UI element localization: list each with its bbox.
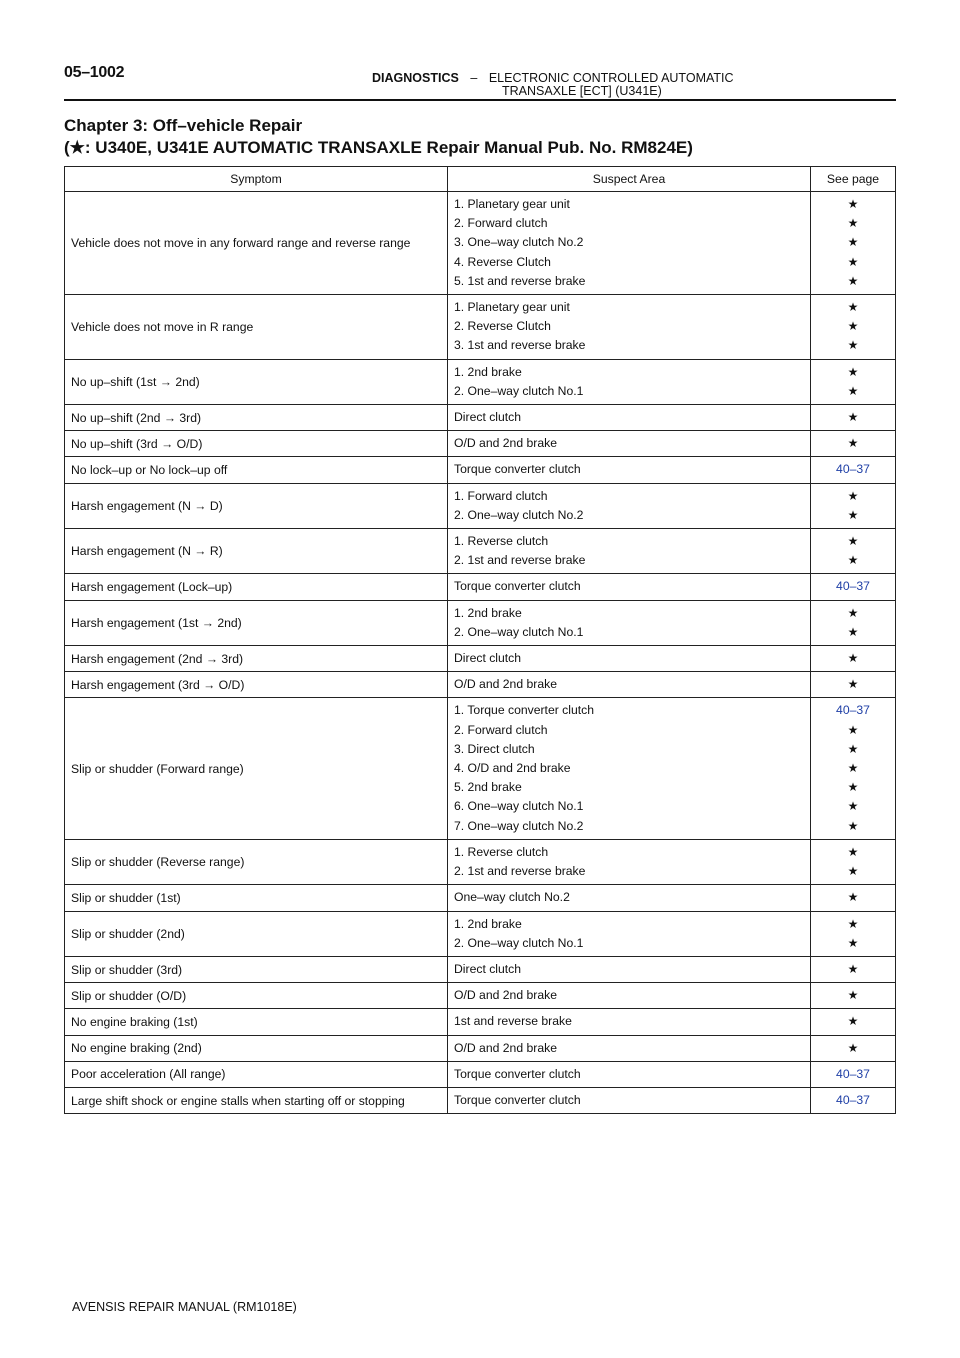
star-reference-icon: ★ [847,916,859,931]
table-row [65,600,896,645]
star-reference-icon: ★ [847,935,859,950]
star-reference-icon: ★ [847,488,859,503]
header-title-line2: TRANSAXLE [ECT] (U341E) [502,84,662,98]
star-reference-icon: ★ [847,300,859,315]
see-page-cell [811,457,896,483]
table-row [65,483,896,528]
see-page-cell [811,885,896,911]
symptom-cell: Vehicle does not move in any forward range and reverse range [65,192,448,295]
header-suspect-area: Suspect Area [448,167,811,192]
header-dash: – [470,71,478,85]
symptom-cell: Large shift shock or engine stalls when starting off or stopping [65,1087,448,1113]
see-page-cell [811,574,896,600]
suspect-area-cell [448,885,811,911]
symptom-cell: Vehicle does not move in R range [65,295,448,360]
suspect-area-item: 1. 2nd brake [454,916,522,931]
suspect-area-item: O/D and 2nd brake [454,436,557,451]
suspect-area-item: 1. Forward clutch [454,488,548,503]
star-reference-icon: ★ [847,507,859,522]
suspect-area-item: 2. One–way clutch No.1 [454,935,584,950]
star-reference-icon: ★ [847,651,859,666]
suspect-area-item: 2. Forward clutch [454,722,548,737]
suspect-area-cell [448,911,811,956]
suspect-area-cell [448,672,811,698]
symptom-cell: Slip or shudder (O/D) [65,983,448,1009]
suspect-area-item: 3. One–way clutch No.2 [454,235,584,250]
table-row [65,1035,896,1061]
symptom-cell: Harsh engagement (Lock–up) [65,574,448,600]
star-reference-icon: ★ [847,864,859,879]
suspect-area-cell [448,529,811,574]
suspect-area-item: 1st and reverse brake [454,1014,572,1029]
symptom-cell: Slip or shudder (Forward range) [65,698,448,839]
star-reference-icon: ★ [847,273,859,288]
star-reference-icon: ★ [847,605,859,620]
suspect-area-item: 1. Reverse clutch [454,844,549,859]
star-reference-icon: ★ [847,890,859,905]
see-page-cell [811,672,896,698]
star-reference-icon: ★ [847,780,859,795]
symptom-cell: No lock–up or No lock–up off [65,457,448,483]
suspect-area-cell [448,600,811,645]
footer-manual-id: AVENSIS REPAIR MANUAL (RM1018E) [72,1300,297,1314]
section-label: DIAGNOSTICS [372,71,459,85]
star-reference-icon: ★ [847,741,859,756]
star-reference-icon: ★ [847,216,859,231]
see-page-cell [811,431,896,457]
header-see-page: See page [811,167,896,192]
star-reference-icon: ★ [847,383,859,398]
suspect-area-item: 2. Reverse Clutch [454,319,551,334]
suspect-area-item: 1. Planetary gear unit [454,300,570,315]
suspect-area-cell [448,431,811,457]
suspect-area-item: 2. 1st and reverse brake [454,553,586,568]
suspect-area-item: 6. One–way clutch No.1 [454,799,584,814]
see-page-cell [811,600,896,645]
running-header [372,71,734,98]
suspect-area-cell [448,457,811,483]
suspect-area-cell [448,574,811,600]
see-page-cell [811,839,896,884]
suspect-area-item: O/D and 2nd brake [454,677,557,692]
suspect-area-item: O/D and 2nd brake [454,1040,557,1055]
symptom-cell: Slip or shudder (3rd) [65,956,448,982]
see-page-cell [811,1035,896,1061]
see-page-cell [811,983,896,1009]
suspect-area-item: O/D and 2nd brake [454,988,557,1003]
table-header-row [65,167,896,192]
table-row [65,839,896,884]
symptom-cell: No up–shift (1st → 2nd) [65,359,448,404]
suspect-area-cell [448,192,811,295]
star-reference-icon: ★ [847,818,859,833]
table-row [65,405,896,431]
page-reference-link[interactable]: 40–37 [836,462,870,477]
suspect-area-item: One–way clutch No.2 [454,890,570,905]
table-row [65,457,896,483]
table-row [65,911,896,956]
page-reference-link[interactable]: 40–37 [836,1092,870,1107]
symptom-cell: Slip or shudder (Reverse range) [65,839,448,884]
star-reference-icon: ★ [847,988,859,1003]
see-page-cell [811,698,896,839]
suspect-area-cell [448,956,811,982]
table-row [65,529,896,574]
page-number: 05–1002 [64,64,125,81]
suspect-area-item: Torque converter clutch [454,1066,581,1081]
symptom-cell: No engine braking (2nd) [65,1035,448,1061]
suspect-area-item: Torque converter clutch [454,579,581,594]
see-page-cell [811,956,896,982]
star-reference-icon: ★ [847,534,859,549]
suspect-area-item: 2. One–way clutch No.1 [454,624,584,639]
suspect-area-item: 1. Planetary gear unit [454,197,570,211]
suspect-area-cell [448,405,811,431]
chapter-title: Chapter 3: Off–vehicle Repair [64,116,303,135]
table-row [65,956,896,982]
star-reference-icon: ★ [847,197,859,211]
page-reference-link[interactable]: 40–37 [836,1066,870,1081]
suspect-area-item: 4. Reverse Clutch [454,254,551,269]
table-row [65,295,896,360]
see-page-cell [811,911,896,956]
suspect-area-item: 2. One–way clutch No.2 [454,507,584,522]
table-row [65,672,896,698]
page-reference-link[interactable]: 40–37 [836,703,870,718]
header-symptom: Symptom [65,167,448,192]
symptom-cell: Harsh engagement (3rd → O/D) [65,672,448,698]
star-reference-icon: ★ [847,677,859,692]
table-row [65,574,896,600]
suspect-area-item: Direct clutch [454,410,522,425]
chapter-subtitle: (★: U340E, U341E AUTOMATIC TRANSAXLE Repair Manual Pub. No. RM824E) [64,138,693,157]
star-reference-icon: ★ [847,364,859,379]
table-row [65,698,896,839]
see-page-cell [811,529,896,574]
star-reference-icon: ★ [847,319,859,334]
star-reference-icon: ★ [847,1040,859,1055]
symptom-cell: Harsh engagement (1st → 2nd) [65,600,448,645]
suspect-area-cell [448,1061,811,1087]
suspect-area-item: 3. Direct clutch [454,741,535,756]
see-page-cell [811,646,896,672]
suspect-area-cell [448,983,811,1009]
suspect-area-cell [448,483,811,528]
see-page-cell [811,1061,896,1087]
suspect-area-cell [448,698,811,839]
star-reference-icon: ★ [847,799,859,814]
suspect-area-cell [448,359,811,404]
header-title-line1: ELECTRONIC CONTROLLED AUTOMATIC [488,71,734,85]
see-page-cell [811,405,896,431]
table-row [65,885,896,911]
suspect-area-item: Direct clutch [454,961,522,976]
symptom-cell: Slip or shudder (2nd) [65,911,448,956]
suspect-area-cell [448,646,811,672]
see-page-cell [811,1009,896,1035]
table-row [65,1061,896,1087]
symptom-cell: No engine braking (1st) [65,1009,448,1035]
see-page-cell [811,483,896,528]
suspect-area-cell [448,839,811,884]
suspect-area-cell [448,1009,811,1035]
star-reference-icon: ★ [847,844,859,859]
suspect-area-item: 1. 2nd brake [454,605,522,620]
symptom-cell: Poor acceleration (All range) [65,1061,448,1087]
see-page-cell [811,359,896,404]
star-reference-icon: ★ [847,1014,859,1029]
star-reference-icon: ★ [847,436,859,451]
suspect-area-cell [448,295,811,360]
table-row [65,192,896,295]
star-reference-icon: ★ [847,961,859,976]
table-row [65,983,896,1009]
symptom-cell: Slip or shudder (1st) [65,885,448,911]
symptom-cell: No up–shift (2nd → 3rd) [65,405,448,431]
star-reference-icon: ★ [847,761,859,776]
star-reference-icon: ★ [847,553,859,568]
symptom-table [64,166,896,1114]
suspect-area-cell [448,1087,811,1113]
suspect-area-item: 1. 2nd brake [454,364,522,379]
table-row [65,359,896,404]
suspect-area-item: 5. 1st and reverse brake [454,273,586,288]
star-reference-icon: ★ [847,624,859,639]
star-reference-icon: ★ [847,235,859,250]
star-reference-icon: ★ [847,254,859,269]
symptom-cell: Harsh engagement (N → R) [65,529,448,574]
suspect-area-item: Direct clutch [454,651,522,666]
suspect-area-item: 3. 1st and reverse brake [454,338,586,353]
symptom-cell: Harsh engagement (N → D) [65,483,448,528]
suspect-area-item: 2. Forward clutch [454,216,548,231]
table-row [65,431,896,457]
suspect-area-item: 7. One–way clutch No.2 [454,818,584,833]
suspect-area-item: Torque converter clutch [454,1092,581,1107]
see-page-cell [811,192,896,295]
table-row [65,646,896,672]
suspect-area-item: 1. Torque converter clutch [454,703,595,718]
suspect-area-item: 4. O/D and 2nd brake [454,761,571,776]
suspect-area-item: 5. 2nd brake [454,780,522,795]
header-rule [64,99,896,101]
suspect-area-item: 1. Reverse clutch [454,534,549,549]
star-reference-icon: ★ [847,722,859,737]
see-page-cell [811,1087,896,1113]
suspect-area-cell [448,1035,811,1061]
suspect-area-item: 2. 1st and reverse brake [454,864,586,879]
suspect-area-item: 2. One–way clutch No.1 [454,383,584,398]
star-reference-icon: ★ [847,338,859,353]
symptom-cell: No up–shift (3rd → O/D) [65,431,448,457]
page-reference-link[interactable]: 40–37 [836,579,870,594]
table-row [65,1087,896,1113]
table-row [65,1009,896,1035]
symptom-cell: Harsh engagement (2nd → 3rd) [65,646,448,672]
table-body [65,192,896,1114]
see-page-cell [811,295,896,360]
star-reference-icon: ★ [847,410,859,425]
suspect-area-item: Torque converter clutch [454,462,581,477]
